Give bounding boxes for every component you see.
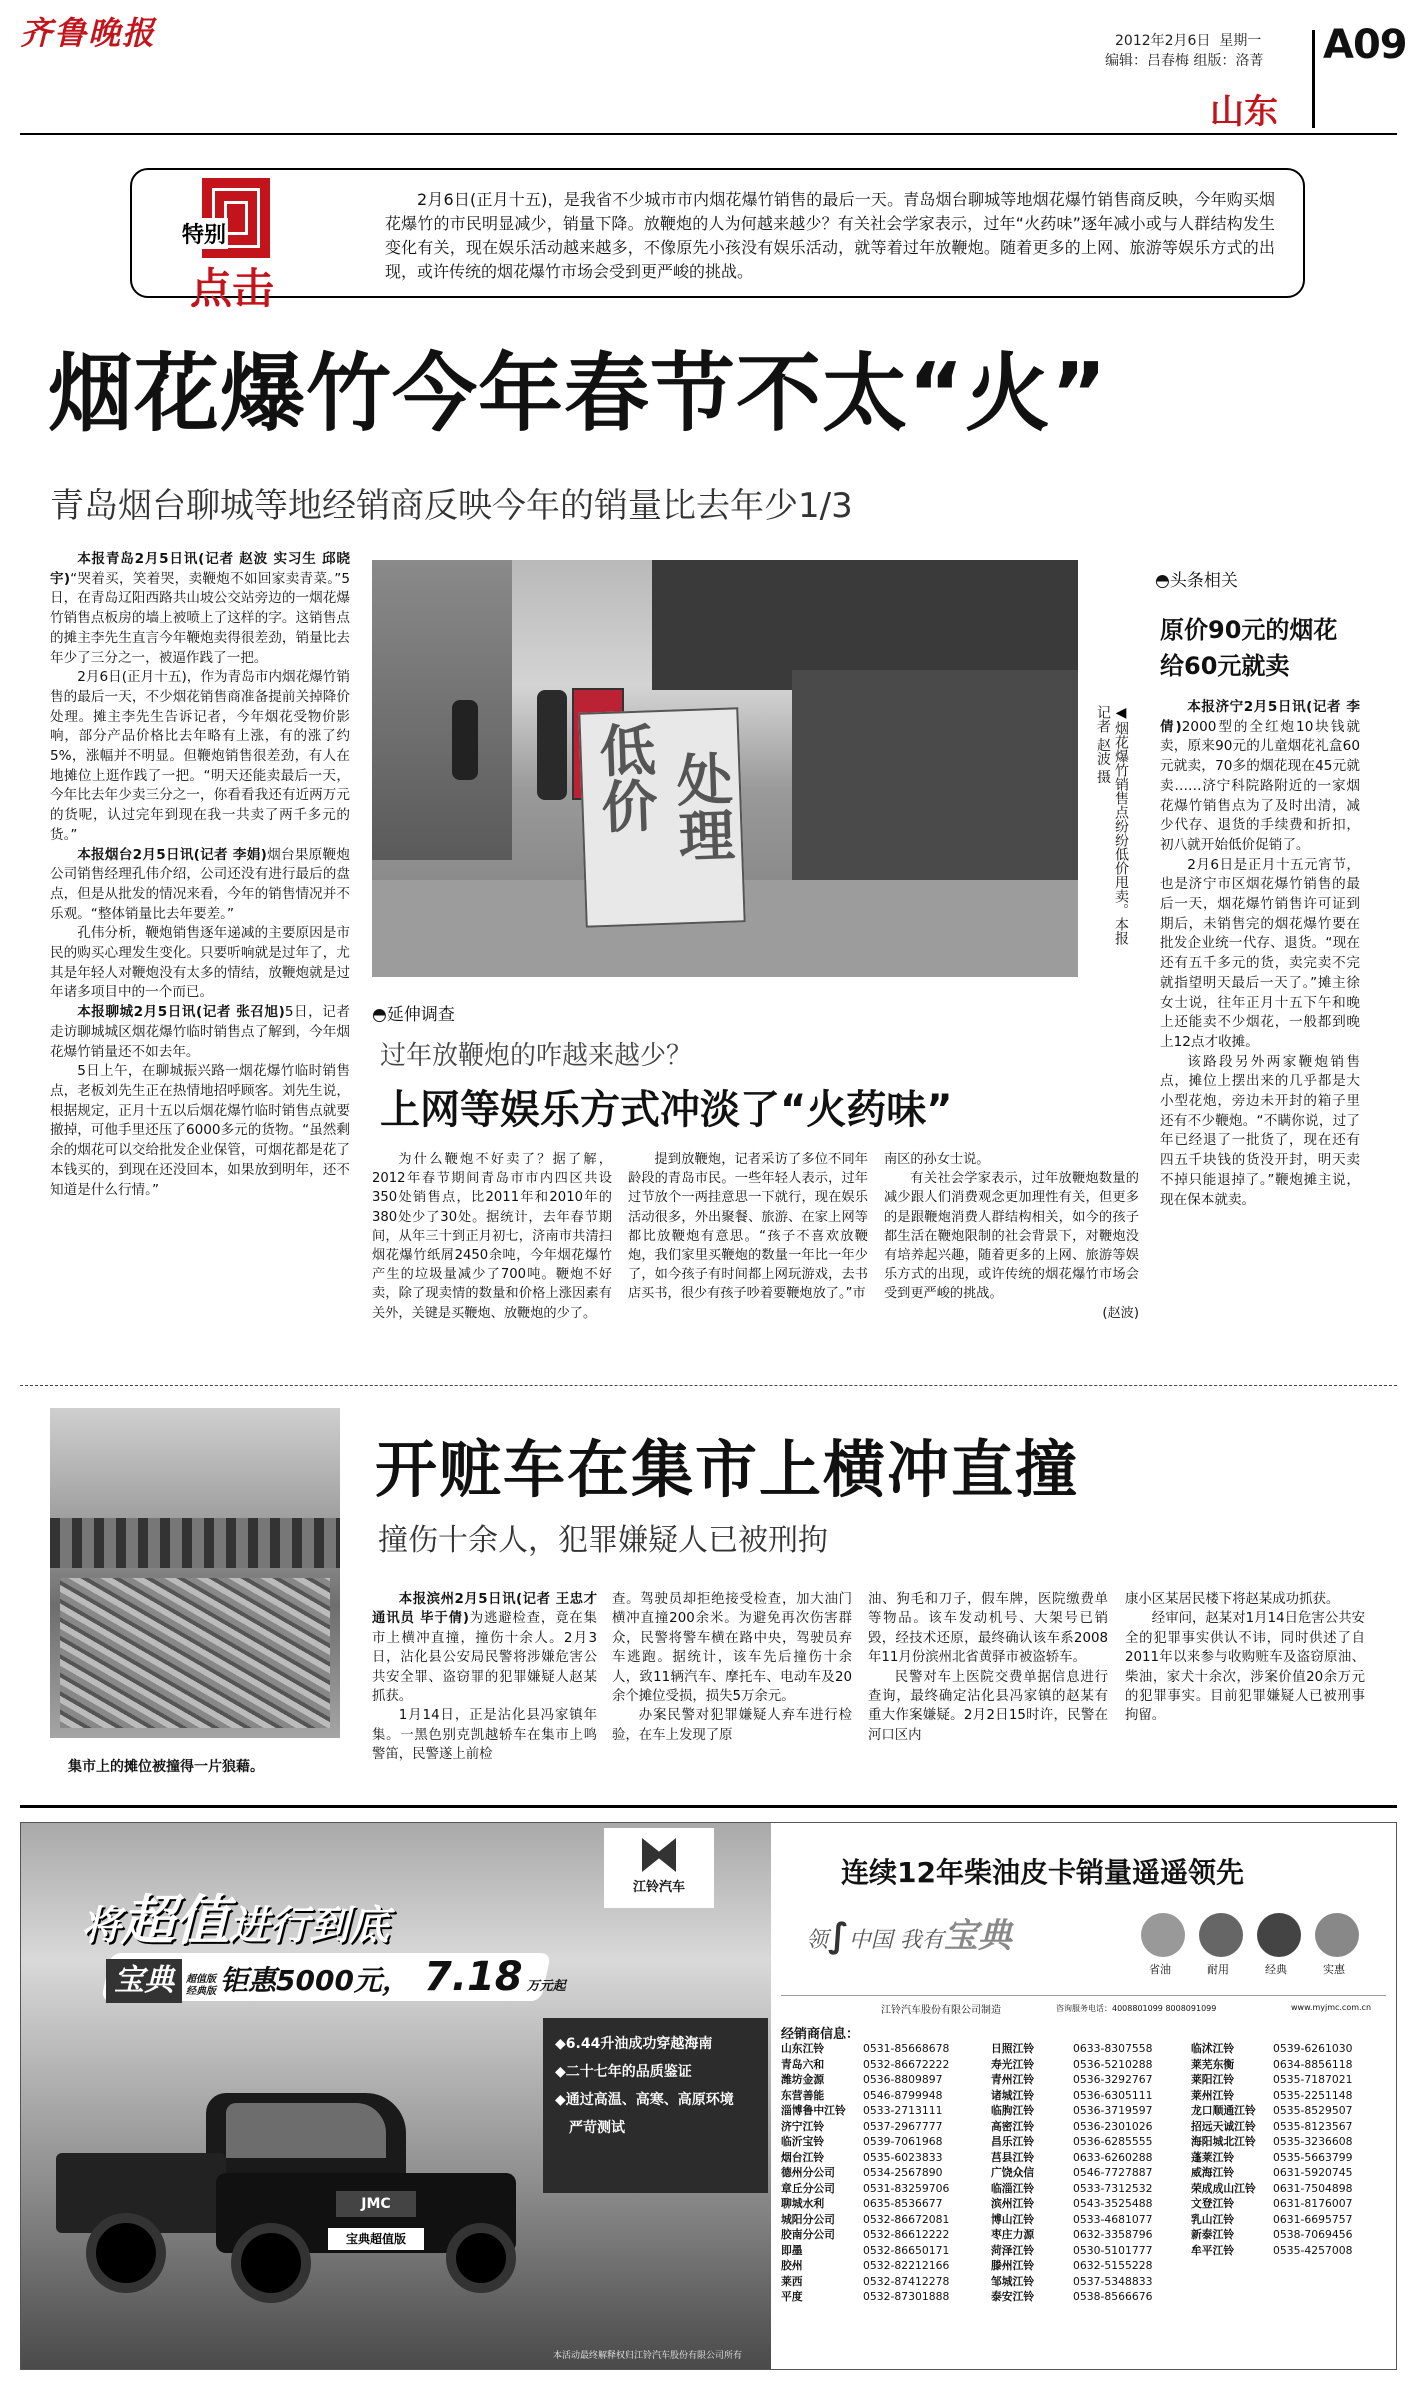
paragraph xyxy=(50,1062,350,1200)
dealer-name: 聊城水利 xyxy=(781,2197,825,2210)
slogan-part: 超值 xyxy=(121,1889,229,1952)
paragraph xyxy=(1160,856,1360,1053)
paragraph xyxy=(50,668,350,845)
dealer-row xyxy=(781,2150,981,2166)
masthead-rule xyxy=(20,133,1397,135)
dealer-phone: 0535-7187021 xyxy=(1273,2073,1353,2086)
dealer-phone: 0538-7069456 xyxy=(1273,2228,1353,2241)
paragraph-text: 油、狗毛和刀子，假车牌，医院缴费单等物品。该车发动机号、大架号已销毁，经技术还原，最终确认该车系2008年11月份滨州北省黄驿市被盗轿车。 xyxy=(868,1592,1108,1666)
weekday-text: 星期一 xyxy=(1219,33,1262,49)
classic-icon xyxy=(1257,1913,1301,1957)
jmc-advertisement xyxy=(20,1822,1397,2370)
paragraph-text: 南区的孙女士说。 xyxy=(884,1152,990,1167)
dealer-phone: 0537-5348833 xyxy=(1073,2274,1153,2288)
sidebar-body xyxy=(1160,698,1360,1210)
dateline: 本报滨州2月5日讯(记者 王忠才 通讯员 毕于倩) xyxy=(372,1592,597,1627)
dealer-phone: 0532-82212166 xyxy=(863,2259,950,2272)
dealer-row xyxy=(991,2088,1191,2104)
dealer-name: 平度 xyxy=(781,2290,803,2303)
dealer-name: 博山江铃 xyxy=(991,2212,1035,2226)
page-number: A09 xyxy=(1323,22,1407,68)
dealer-name: 德州分公司 xyxy=(781,2166,835,2179)
value-icon xyxy=(1315,1913,1359,1957)
dealer-phone: 0536-2301026 xyxy=(1073,2119,1153,2133)
investigation-tag-text: 延伸调查 xyxy=(386,1005,455,1025)
dateline: 本报青岛2月5日讯(记者 赵波 实习生 邱晓宇) xyxy=(50,551,350,587)
tagline-part: 中国 我有 xyxy=(848,1928,944,1953)
dealer-row xyxy=(991,2057,1191,2073)
dealer-row xyxy=(1191,2088,1391,2104)
dealer-row xyxy=(781,2134,981,2150)
dateline: 本报聊城2月5日讯(记者 张召旭) xyxy=(77,1004,285,1021)
truck-wheel xyxy=(86,2213,166,2293)
dealer-name: 文登江铃 xyxy=(1191,2197,1235,2210)
ad-slogan xyxy=(81,1878,389,1955)
dealer-row xyxy=(1191,2103,1391,2119)
section-divider xyxy=(20,1385,1397,1386)
dealer-row xyxy=(781,2088,981,2104)
dealer-name: 临朐江铃 xyxy=(991,2104,1035,2117)
photo-debris xyxy=(60,1578,330,1728)
paragraph xyxy=(372,1706,597,1764)
dealer-name: 滕州江铃 xyxy=(991,2259,1035,2272)
dealer-name: 莱芜东衡 xyxy=(1191,2057,1235,2071)
icon-label: 经典 xyxy=(1265,1963,1287,1976)
dealer-name: 龙口顺通江铃 xyxy=(1191,2104,1256,2117)
dealer-row xyxy=(1191,2243,1391,2259)
car-subhead: 撞伤十余人，犯罪嫌疑人已被刑拘 xyxy=(378,1523,828,1558)
dealer-phone: 0631-5920745 xyxy=(1273,2166,1353,2179)
dealer-name: 莱州江铃 xyxy=(1191,2088,1235,2102)
dealer-row xyxy=(1191,2041,1391,2057)
car-col-2 xyxy=(612,1590,852,1745)
dealer-row xyxy=(781,2227,981,2243)
dealer-name: 威海江铃 xyxy=(1191,2166,1235,2179)
dealer-phone: 0531-85668678 xyxy=(863,2042,950,2055)
dealer-row xyxy=(781,2119,981,2135)
ad-bullet xyxy=(555,2114,756,2142)
dealer-phone: 0633-8307558 xyxy=(1073,2042,1153,2055)
save-fuel-icon xyxy=(1141,1913,1185,1957)
sidebar-title-line: 原价90元的烟花 xyxy=(1160,616,1338,644)
investigation-col-2: 提到放鞭炮，记者采访了多位不同年龄段的青岛市民。一些年轻人表示，过年过节放个一两挂意思一下就行，现在娱乐活动很多，外出聚餐、旅游、在家上网等都比放鞭炮有意思。“孩子不喜欢放鞭炮，我们家里买鞭炮的数量一年比一年少了，如今孩子有时间都上网玩游戏，去书店买书，很少有孩子吵着要鞭炮放了。”市 xyxy=(628,1152,868,1302)
dealer-row xyxy=(781,2072,981,2088)
special-intro: 2月6日(正月十五)，是我省不少城市市内烟花爆竹销售的最后一天。青岛烟台聊城等地烟花爆竹销售商反映，今年购买烟花爆竹的市民明显减少，销量下降。放鞭炮的人为何越来越少？有关社会学家表示，过年“火药味”逐年减小或与人群结构发生变化有关，现在娱乐活动越来越多，不像原先小孩没有娱乐活动，就等着过年放鞭炮。随着更多的上网、旅游等娱乐方式的出现，或许传统的烟花爆竹市场会受到更严峻的挑战。 xyxy=(385,190,1275,281)
investigation-tag xyxy=(372,1000,455,1025)
dealer-phone: 0536-6285555 xyxy=(1073,2135,1153,2148)
dealer-phone: 0536-6305111 xyxy=(1073,2088,1153,2102)
dealer-phone: 0536-5210288 xyxy=(1073,2057,1153,2071)
dealer-phone: 0532-86650171 xyxy=(863,2243,950,2257)
dealer-phone: 0632-5155228 xyxy=(1073,2259,1153,2272)
dealer-column xyxy=(781,2041,981,2305)
dateline: 本报济宁2月5日讯(记者 李倩) xyxy=(1160,699,1360,735)
dealer-row xyxy=(991,2289,1191,2305)
ad-discount: 钜惠5000元， xyxy=(220,1964,410,1997)
dealer-phone: 0536-3719597 xyxy=(1073,2104,1153,2117)
dealer-phone: 0631-8176007 xyxy=(1273,2197,1353,2210)
paragraph-text: 烟台果原鞭炮公司销售经理孔伟介绍，公司还没有进行最后的盘点，但是从批发的情况来看，今年的销售情况并不乐观。“整体销量比去年要差。” xyxy=(50,846,351,922)
jmc-brand-box xyxy=(604,1828,714,1908)
dealer-name: 海阳城北江铃 xyxy=(1191,2135,1256,2148)
dealer-name: 昌乐江铃 xyxy=(991,2135,1035,2148)
jmc-logo-icon xyxy=(642,1838,676,1872)
ad-brand-name: 江铃汽车 xyxy=(632,1880,685,1895)
dealer-row xyxy=(1191,2165,1391,2181)
dealer-name: 胶州 xyxy=(781,2259,803,2272)
dealer-name: 日照江铃 xyxy=(991,2042,1035,2055)
ad-price: 7.18 xyxy=(423,1954,523,2000)
dealer-phone: 0536-3292767 xyxy=(1073,2073,1153,2086)
tagline-part: 领 xyxy=(806,1928,829,1953)
slogan-part: 进行到底 xyxy=(229,1903,389,1949)
dealer-phone: 0534-2567890 xyxy=(863,2166,943,2179)
dealer-name: 烟台江铃 xyxy=(781,2150,825,2164)
sidebar-headline xyxy=(1160,612,1337,684)
dealer-phone: 0535-2251148 xyxy=(1273,2088,1353,2102)
dealer-phone: 0532-86672222 xyxy=(863,2057,950,2071)
paragraph-text: “哭着买，笑着哭，卖鞭炮不如回家卖青菜。”5日，在青岛辽阳西路共山坡公交站旁边的一烟花爆竹销售点板房的墙上被喷上了这样的字。这销售点的摊主李先生直言今年鞭炮卖得很差劲，销量比去年少了三分之一，被逼作践了一把。 xyxy=(50,570,350,666)
dealer-phone: 0538-8566676 xyxy=(1073,2290,1153,2303)
ad-website: www.myjmc.com.cn xyxy=(1291,2003,1372,2012)
ad-bullet: ◆6.44升油成功穿越海南 xyxy=(555,2036,713,2052)
sign-text: 低价 xyxy=(589,720,659,835)
photo-crowd xyxy=(50,1518,340,1568)
dealer-phone: 0532-87412278 xyxy=(863,2274,950,2288)
dealer-phone: 0535-4257008 xyxy=(1273,2243,1353,2257)
dealer-row xyxy=(781,2057,981,2073)
paragraph-text: 为逃避检查，竟在集市上横冲直撞，撞伤十余人。2月3日，沾化县公安局民警将涉嫌危害公共安全罪、盗窃罪的犯罪嫌疑人赵某抓获。 xyxy=(372,1611,597,1705)
dealer-phone: 0631-7504898 xyxy=(1273,2181,1353,2195)
ad-company: 江铃汽车股份有限公司制造 xyxy=(881,2005,1001,2016)
dealer-name: 临沭江铃 xyxy=(1191,2042,1235,2055)
dealer-phone: 0543-3525488 xyxy=(1073,2197,1153,2210)
photo-person xyxy=(452,700,478,780)
dealer-row xyxy=(1191,2134,1391,2150)
dealer-name: 枣庄力源 xyxy=(991,2228,1035,2241)
special-badge xyxy=(180,178,290,313)
dealer-row xyxy=(781,2274,981,2290)
paragraph-text: 有关社会学家表示，过年放鞭炮数量的减少跟人们消费观念更加理性有关，但更多的是跟鞭炮消费人群结构相关，如今的孩子都生活在鞭炮限制的社会背景下，对鞭炮没有培养起兴趣，随着更多的上网、旅游等娱乐方式的出现，或许传统的烟花爆竹市场会受到更严峻的挑战。 xyxy=(884,1171,1139,1302)
paragraph-text: 1月14日，正是沾化县冯家镇年集。一黑色别克凯越轿车在集市上鸣警笛，民警遂上前检 xyxy=(372,1708,597,1763)
dealer-name: 招远天诚江铃 xyxy=(1191,2119,1256,2133)
dealer-name: 寿光江铃 xyxy=(991,2057,1035,2071)
paragraph-text: 该路段另外两家鞭炮销售点，摊位上摆出来的几乎都是大小型花炮，旁边未开封的箱子里还有不少鞭炮。“不瞒你说，过了年已经退了一批货了，现在还有四五千块钱的货没开封，明天卖不掉只能退掉了。”鞭炮摊主说，现在保本就卖。 xyxy=(1160,1053,1360,1208)
sale-sign xyxy=(578,707,745,927)
paragraph xyxy=(1160,698,1360,856)
dealer-row xyxy=(781,2243,981,2259)
dealer-phone: 0535-8123567 xyxy=(1273,2119,1353,2133)
ad-feature-icons xyxy=(1141,1913,1381,1983)
car-col-4 xyxy=(1125,1590,1365,1726)
dealer-row xyxy=(781,2041,981,2057)
badge-top-text: 特别 xyxy=(180,218,228,249)
dealer-row xyxy=(781,2196,981,2212)
dealer-row xyxy=(781,2289,981,2305)
car-col-3 xyxy=(868,1590,1108,1745)
dealer-name: 诸城江铃 xyxy=(991,2088,1035,2102)
dealer-column xyxy=(1191,2041,1391,2258)
dealer-row xyxy=(1191,2227,1391,2243)
dealer-phone: 0533-7312532 xyxy=(1073,2181,1153,2195)
dealer-row xyxy=(991,2243,1191,2259)
bullet-text: 二十七年的品质鉴证 xyxy=(565,2064,692,2080)
paragraph-text: 2000型的全红炮10块钱就卖，原来90元的儿童烟花礼盒60元就卖，70多的烟花现在45元就卖……济宁科院路附近的一家烟花爆竹销售点为了及时出清，减少代存、退货的手续费和折扣，初八就开始低价促销了。 xyxy=(1160,718,1360,853)
badge-bottom-text: 点击 xyxy=(190,264,275,313)
editor-line: 编辑：吕春梅 组版：洛菁 xyxy=(1105,53,1264,69)
paragraph-text: 民警对车上医院交费单据信息进行查询，最终确定沾化县冯家镇的赵某有重大作案嫌疑。2月2日15时许，民警在河口区内 xyxy=(868,1669,1108,1743)
dealer-row xyxy=(991,2119,1191,2135)
dealer-row xyxy=(1191,2150,1391,2166)
dealer-phone: 0539-6261030 xyxy=(1273,2042,1353,2055)
ad-bullet-box xyxy=(543,2018,768,2193)
paragraph-text: 康小区某居民楼下将赵某成功抓获。 xyxy=(1125,1592,1340,1607)
sidebar-title-line: 给60元就卖 xyxy=(1160,652,1290,680)
dealer-phone: 0633-6260288 xyxy=(1073,2150,1153,2164)
dealer-phone: 0535-8529507 xyxy=(1273,2104,1353,2117)
icon-label: 省油 xyxy=(1149,1963,1171,1976)
dealer-row xyxy=(991,2150,1191,2166)
byline: (赵波) xyxy=(1102,1305,1139,1321)
dealer-row xyxy=(781,2181,981,2197)
sign-text: 处理 xyxy=(666,749,736,864)
dealer-name: 临淄江铃 xyxy=(991,2181,1035,2195)
dealer-name: 滨州江铃 xyxy=(991,2197,1035,2210)
dealer-phone: 0631-6695757 xyxy=(1273,2212,1353,2226)
slogan-part: 将 xyxy=(81,1903,121,1949)
dealer-name: 胶南分公司 xyxy=(781,2228,835,2241)
dealer-row xyxy=(991,2274,1191,2290)
dealer-row xyxy=(781,2258,981,2274)
main-subhead: 青岛烟台聊城等地经销商反映今年的销量比去年少1/3 xyxy=(50,486,853,526)
car-col-1 xyxy=(372,1590,597,1765)
ad-top-rule xyxy=(20,1805,1397,1808)
dealer-name: 广饶众信 xyxy=(991,2166,1035,2179)
dealer-name: 济宁江铃 xyxy=(781,2119,825,2133)
ad-car-panel xyxy=(21,1823,771,2369)
truck-grille: JMC xyxy=(336,2191,416,2217)
dealer-row xyxy=(991,2212,1191,2228)
dealer-phone: 0535-3236608 xyxy=(1273,2135,1353,2148)
dealer-row xyxy=(1191,2212,1391,2228)
dealer-name: 高密江铃 xyxy=(991,2119,1035,2133)
model-variant: 超值版 xyxy=(186,1973,216,1985)
masthead-divider xyxy=(1312,30,1315,128)
dealer-phone: 0632-3358796 xyxy=(1073,2228,1153,2241)
paragraph-text: 5日上午，在聊城振兴路一烟花爆竹临时销售点，老板刘先生正在热情地招呼顾客。刘先生说，根据规定，正月十五以后烟花爆竹临时销售点就要撤掉，可他手里还压了6000多元的货物。“虽然剩余的烟花可以交给批发企业保管，可烟花都是花了本钱买的，到现在还没回本，如果放到明年，还不知道是什么行情。” xyxy=(50,1063,350,1198)
dealer-row xyxy=(781,2212,981,2228)
paragraph xyxy=(50,924,350,1003)
ad-hotline: 咨询服务电话：4008801099 8008091099 xyxy=(1056,2004,1217,2013)
main-headline: 烟花爆竹今年春节不太“火” xyxy=(48,345,1108,444)
paragraph xyxy=(1160,1053,1360,1211)
truck-windshield xyxy=(226,2103,386,2158)
dealer-phone: 0634-8856118 xyxy=(1273,2057,1353,2071)
dealer-phone: 0539-7061968 xyxy=(863,2135,943,2148)
dealer-phone: 0546-8799948 xyxy=(863,2088,943,2102)
model-variant: 经典版 xyxy=(186,1985,216,1997)
paragraph-text: 经审问，赵某对1月14日危害公共安全的犯罪事实供认不讳，同时供述了自2011年以来参与收购赃车及盗窃原油、柴油，家犬十余次，涉案价值20余万元的犯罪事实。目前犯罪嫌疑人已被刑事拘留。 xyxy=(1125,1611,1365,1724)
dealer-phone: 0532-86612222 xyxy=(863,2228,950,2241)
dealer-name: 潍坊金源 xyxy=(781,2073,825,2086)
paragraph-text: 2月6日(正月十五)，作为青岛市内烟花爆竹销售的最后一天，不少烟花销售商准备提前关掉降价处理。摊主李先生告诉记者，今年烟花受物价影响，部分产品价格比去年略有上涨，有的涨了约5%，涨幅并不明显。但鞭炮销售很差劲，有人在地摊位上逛作践了一把。“明天还能卖最后一天，今年比去年少卖三分之一，你看看我还有近两万元的货呢，认过完年到现在我一共卖了两千多元的货。” xyxy=(50,669,350,843)
bullet-text: 严苛测试 xyxy=(569,2120,625,2136)
dealer-phone: 0533-2713111 xyxy=(863,2104,943,2117)
icon-label: 耐用 xyxy=(1207,1963,1229,1976)
dealer-row xyxy=(991,2165,1191,2181)
paragraph-text: 2月6日是正月十五元宵节，也是济宁市区烟花爆竹销售的最后一天，烟花爆竹销售许可证到期后，未销售完的烟花爆竹要在批发企业统一代存、退货。“现在还有五千多元的货，卖完卖不完就指望明天最后一天了。”摊主徐女士说，往年正月十五下午和晚上还能卖不少烟花，一般都到晚上12点才收摊。 xyxy=(1160,856,1360,1050)
bullet-text: 6.44升油成功穿越海南 xyxy=(565,2036,713,2052)
dealer-name: 莒县江铃 xyxy=(991,2150,1035,2164)
sidebar-tag xyxy=(1155,566,1238,591)
dealer-name: 青州江铃 xyxy=(991,2073,1035,2086)
dealer-name: 临沂宝铃 xyxy=(781,2135,825,2148)
dealer-name: 东营善能 xyxy=(781,2088,825,2102)
ad-bullet: ◆通过高温、高寒、高原环境 xyxy=(555,2092,734,2108)
dealer-phone: 0530-5101777 xyxy=(1073,2243,1153,2257)
dealer-name: 淄博鲁中江铃 xyxy=(781,2104,846,2117)
market-crash-photo xyxy=(50,1408,340,1738)
dealer-name: 莱阳江铃 xyxy=(1191,2073,1235,2086)
pickup-truck-illustration xyxy=(56,2073,526,2303)
paragraph xyxy=(372,1590,597,1706)
fireworks-stall-photo xyxy=(372,560,1078,977)
date-text: 2012年2月6日 xyxy=(1115,33,1211,49)
ad-info-panel xyxy=(771,1823,1396,2369)
dealer-phone: 0546-7727887 xyxy=(1073,2166,1153,2179)
dealer-row xyxy=(1191,2181,1391,2197)
caption-text: 烟花爆竹销售点纷纷低价甩卖。本报记者 赵波 摄 xyxy=(1095,705,1129,945)
dealer-name: 荣成成山江铃 xyxy=(1191,2181,1256,2195)
paragraph-text: 孔伟分析，鞭炮销售逐年递减的主要原因是市民的购买心理发生变化。只要听响就是过年了，尤其是年轻人对鞭炮没有太多的情结，放鞭炮就是过年诸多项目中的一个而已。 xyxy=(50,925,350,1001)
dealer-phone: 0532-86672081 xyxy=(863,2212,950,2226)
investigation-col-3 xyxy=(884,1150,1139,1323)
dealer-row xyxy=(1191,2196,1391,2212)
paragraph-text: 5日，记者走访聊城城区烟花爆竹临时销售点了解到，今年烟花爆竹销量还不如去年。 xyxy=(50,1004,350,1060)
ad-headline: 连续12年柴油皮卡销量遥遥领先 xyxy=(841,1856,1244,1889)
dealer-name: 乳山江铃 xyxy=(1191,2212,1235,2226)
photo-trees xyxy=(372,560,512,860)
dealer-name: 牟平江铃 xyxy=(1191,2243,1235,2257)
durable-icon xyxy=(1199,1913,1243,1957)
dealer-name: 蓬莱江铃 xyxy=(1191,2150,1235,2164)
dealer-row xyxy=(991,2103,1191,2119)
dealer-name: 泰安江铃 xyxy=(991,2290,1035,2303)
dealer-phone: 0535-6023833 xyxy=(863,2150,943,2164)
dealer-phone: 0536-8809897 xyxy=(863,2073,943,2086)
dealer-name: 青岛六和 xyxy=(781,2057,825,2071)
dealer-name: 即墨 xyxy=(781,2243,803,2257)
dealer-name: 新泰江铃 xyxy=(1191,2228,1235,2241)
tagline-part: 宝典 xyxy=(943,1916,1012,1956)
truck-license-plate: 宝典超值版 xyxy=(328,2228,424,2250)
dealer-row xyxy=(1191,2057,1391,2073)
bullet-text: 通过高温、高寒、高原环境 xyxy=(565,2092,734,2108)
car-headline: 开赃车在集市上横冲直撞 xyxy=(375,1433,1080,1506)
investigation-headline: 上网等娱乐方式冲淡了“火药味” xyxy=(380,1087,953,1133)
ad-tagline: 领∫中国 我有宝典 xyxy=(806,1916,1012,1956)
dealer-row xyxy=(991,2227,1191,2243)
main-column-1 xyxy=(50,550,350,1200)
paragraph xyxy=(50,846,350,925)
dealer-row xyxy=(781,2165,981,2181)
paragraph-text: 办案民警对犯罪嫌疑人弃车进行检验，在车上发现了原 xyxy=(612,1708,852,1743)
ad-bullet: ◆二十七年的品质鉴证 xyxy=(555,2064,692,2080)
paragraph xyxy=(50,1003,350,1062)
dealer-row xyxy=(781,2103,981,2119)
dealer-phone: 0635-8536677 xyxy=(863,2197,943,2210)
dealer-row xyxy=(991,2134,1191,2150)
ad-model: 宝典 xyxy=(106,1959,182,2003)
dealer-title: 经销商信息： xyxy=(781,2027,860,2042)
dealer-row xyxy=(991,2181,1191,2197)
dealer-name: 章丘分公司 xyxy=(781,2181,835,2195)
dealer-phone: 0532-87301888 xyxy=(863,2290,950,2303)
section-name: 山东 xyxy=(1210,92,1278,132)
ad-price-row xyxy=(106,1953,566,2001)
truck-wheel xyxy=(446,2223,516,2293)
truck-wheel xyxy=(231,2223,311,2303)
dealer-row xyxy=(1191,2072,1391,2088)
photo-person xyxy=(537,690,567,800)
circle-icon: ◓ xyxy=(372,1005,387,1025)
dealer-row xyxy=(991,2196,1191,2212)
dealer-name: 邹城江铃 xyxy=(991,2274,1035,2288)
paragraph-text: 查。驾驶员却拒绝接受检查，加大油门横冲直撞200余米。为避免再次伤害群众，民警将警车横在路中央，驾驶员弃车逃跑。据统计，该车先后撞伤十余人，致11辆汽车、摩托车、电动车及20余个摊位受损，损失5万余元。 xyxy=(612,1592,852,1705)
dealer-phone: 0535-5663799 xyxy=(1273,2150,1353,2164)
sidebar-tag-text: 头条相关 xyxy=(1169,571,1238,591)
newspaper-logo: 齐鲁晚报 xyxy=(20,14,157,52)
dealer-name: 莱西 xyxy=(781,2274,803,2288)
investigation-kicker: 过年放鞭炮的咋越来越少？ xyxy=(380,1041,693,1071)
issue-date xyxy=(1115,30,1261,50)
paragraph xyxy=(50,550,350,668)
dealer-name: 城阳分公司 xyxy=(781,2212,835,2226)
dateline: 本报烟台2月5日讯(记者 李娟) xyxy=(77,846,267,863)
dealer-row xyxy=(991,2041,1191,2057)
ad-price-unit: 万元起 xyxy=(526,1979,566,1994)
dealer-phone: 0533-4681077 xyxy=(1073,2212,1153,2226)
car-photo-caption: 集市上的摊位被撞得一片狼藉。 xyxy=(68,1759,264,1775)
dealer-row xyxy=(991,2258,1191,2274)
dealer-row xyxy=(1191,2119,1391,2135)
dealer-name: 菏泽江铃 xyxy=(991,2243,1035,2257)
investigation-col-1: 为什么鞭炮不好卖了？据了解，2012年春节期间青岛市市内四区共设350处销售点，比2011年和2010年的380处少了30处。据统计，去年春节期间，从年三十到正月初七，济南市共清扫烟花爆竹纸屑2450余吨，今年烟花爆竹产生的垃圾量减少了700吨。鞭炮不好卖，除了现卖情的数量和价格上涨因素有关外，关键是买鞭炮、放鞭炮的少了。 xyxy=(372,1152,612,1321)
photo-caption: ◀烟花爆竹销售点纷纷低价甩卖。本报记者 赵波 摄 xyxy=(1095,705,1129,945)
dealer-row xyxy=(991,2072,1191,2088)
dealer-column xyxy=(991,2041,1191,2305)
ad-info-rule xyxy=(781,1995,1386,1996)
dealer-phone: 0531-83259706 xyxy=(863,2181,950,2195)
dealer-name: 山东江铃 xyxy=(781,2042,825,2055)
ad-footnote: 本活动最终解释权归江铃汽车股份有限公司所有 xyxy=(553,2351,743,2361)
dealer-phone: 0537-2967777 xyxy=(863,2119,943,2133)
icon-label: 实惠 xyxy=(1323,1963,1345,1976)
circle-icon: ◓ xyxy=(1155,571,1170,591)
